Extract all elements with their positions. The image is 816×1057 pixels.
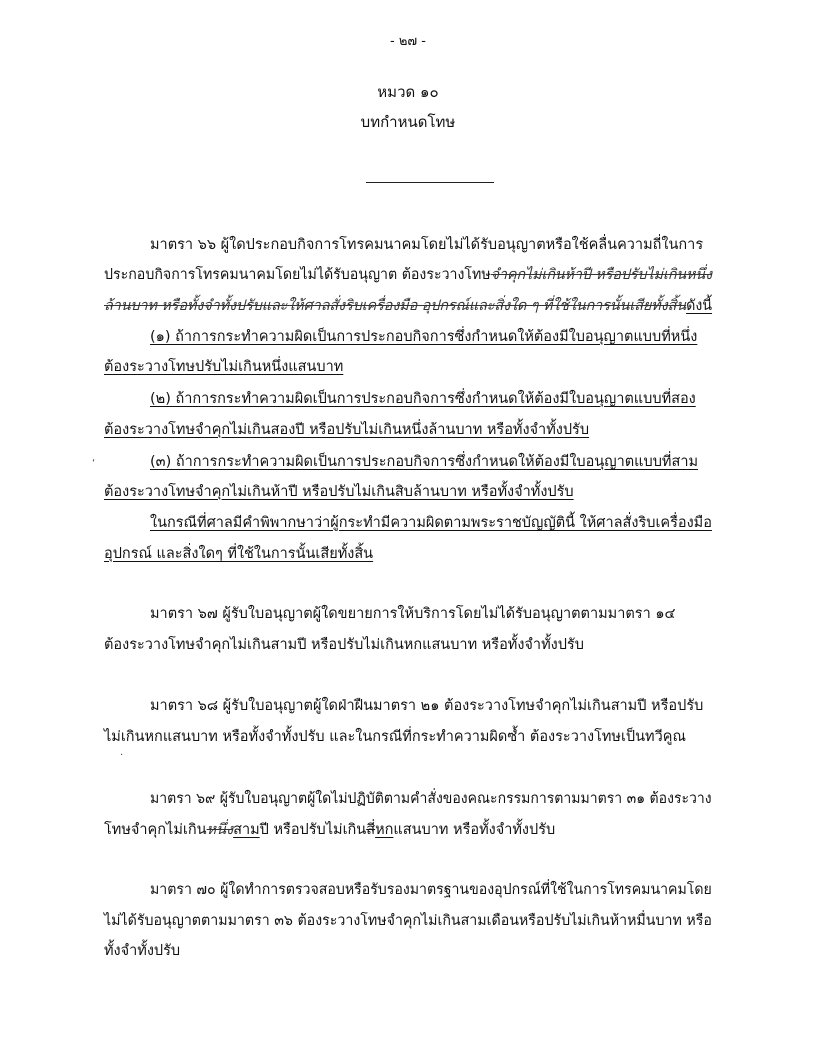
section-69-line-1: มาตรา ๖๙ ผู้รับใบอนุญาตผู้ใดไม่ปฏิบัติตามคำสั่งของคณะกรรมการตามมาตรา ๓๑ ต้องระวาง — [150, 791, 712, 807]
section-66-line-1: มาตรา ๖๖ ผู้ใดประกอบกิจการโทรคมนาคมโดยไม่ได้รับอนุญาตหรือใช้คลื่นความถี่ในการ — [150, 237, 704, 253]
section-69-inserted-fine: หก — [375, 822, 394, 838]
page-number: - ๒๗ - — [390, 34, 426, 49]
section-69-line-2 — [104, 820, 555, 840]
section-67-line-1: มาตรา ๖๗ ผู้รับใบอนุญาตผู้ใดขยายการให้บริการโดยไม่ได้รับอนุญาตตามมาตรา ๑๔ — [150, 606, 676, 622]
title-divider — [366, 182, 494, 183]
section-69-text-b: ปี หรือปรับไม่เกิน — [259, 822, 367, 838]
section-66-line-3 — [104, 296, 712, 316]
section-66-amendment-insert: ดังนี้ — [686, 298, 713, 314]
section-66-confiscation-line-1: ในกรณีที่ศาลมีคำพิพากษาว่าผู้กระทำมีความผิดตามพระราชบัญญัตินี้ ให้ศาลสั่งริบเครื่องมือ — [150, 515, 712, 531]
section-69-text-c: แสนบาท หรือทั้งจำทั้งปรับ — [393, 822, 556, 838]
section-66-clause-3-line-2: ต้องระวางโทษจำคุกไม่เกินห้าปี หรือปรับไม่เกินสิบล้านบาท หรือทั้งจำทั้งปรับ — [104, 484, 574, 500]
section-68-line-1: มาตรา ๖๘ ผู้รับใบอนุญาตผู้ใดฝ่าฝืนมาตรา ๒๑ ต้องระวางโทษจำคุกไม่เกินสามปี หรือปรับ — [150, 698, 704, 714]
section-66-line-2-text: ประกอบกิจการโทรคมนาคมโดยไม่ได้รับอนุญาต ต้องระวางโทษ — [104, 267, 491, 283]
section-69-text-a: โทษจำคุกไม่เกิน — [104, 822, 207, 838]
section-66-clause-1-line-1: (๑) ถ้าการกระทำความผิดเป็นการประกอบกิจการซึ่งกำหนดให้ต้องมีใบอนุญาตแบบที่หนึ่ง — [150, 329, 698, 345]
chapter-number: หมวด ๑๐ — [377, 83, 439, 101]
section-68-line-2: ไม่เกินหกแสนบาท หรือทั้งจำทั้งปรับ และในกรณีที่กระทำความผิดซ้ำ ต้องระวางโทษเป็นทวีคูณ — [104, 729, 686, 745]
chapter-title: บทกำหนดโทษ — [360, 113, 456, 131]
section-69-inserted-term: สาม — [233, 822, 260, 838]
section-70-line-1: มาตรา ๗๐ ผู้ใดทำการตรวจสอบหรือรับรองมาตรฐานของอุปกรณ์ที่ใช้ในการโทรคมนาคมโดย — [150, 882, 712, 898]
margin-mark: ‘ — [92, 458, 96, 469]
section-70-line-3: ทั้งจำทั้งปรับ — [104, 943, 181, 959]
section-66-clause-2-line-2: ต้องระวางโทษจำคุกไม่เกินสองปี หรือปรับไม่เกินหนึ่งล้านบาท หรือทั้งจำทั้งปรับ — [104, 422, 590, 438]
section-69-struck-fine: สี่ — [366, 822, 376, 838]
section-66-clause-1-line-2: ต้องระวางโทษปรับไม่เกินหนึ่งแสนบาท — [104, 359, 344, 375]
speck-mark: · — [120, 750, 124, 761]
section-66-clause-2-line-1: (๒) ถ้าการกระทำความผิดเป็นการประกอบกิจการซึ่งกำหนดให้ต้องมีใบอนุญาตแบบที่สอง — [150, 391, 696, 407]
section-66-confiscation-line-2: อุปกรณ์ และสิ่งใดๆ ที่ใช้ในการนั้นเสียทั้งสิ้น — [104, 546, 374, 562]
section-70-line-2: ไม่ได้รับอนุญาตตามมาตรา ๓๖ ต้องระวางโทษจำคุกไม่เกินสามเดือนหรือปรับไม่เกินห้าหมื่นบาท หรือ — [104, 913, 712, 929]
section-69-struck-term: หนึ่ง — [206, 822, 234, 838]
section-66-struck-confiscation: ล้านบาท หรือทั้งจำทั้งปรับและให้ศาลสั่งริบเครื่องมือ อุปกรณ์และสิ่งใด ๆ ที่ใช้ในการนั้นเสียทั้งสิ้น — [104, 298, 687, 314]
section-66-line-2 — [104, 265, 712, 285]
section-66-clause-3-line-1: (๓) ถ้าการกระทำความผิดเป็นการประกอบกิจการซึ่งกำหนดให้ต้องมีใบอนุญาตแบบที่สาม — [150, 454, 699, 470]
section-67-line-2: ต้องระวางโทษจำคุกไม่เกินสามปี หรือปรับไม่เกินหกแสนบาท หรือทั้งจำทั้งปรับ — [104, 637, 584, 653]
section-66-struck-penalty: จำคุกไม่เกินห้าปี หรือปรับไม่เกินหนึ่ง — [490, 267, 713, 283]
